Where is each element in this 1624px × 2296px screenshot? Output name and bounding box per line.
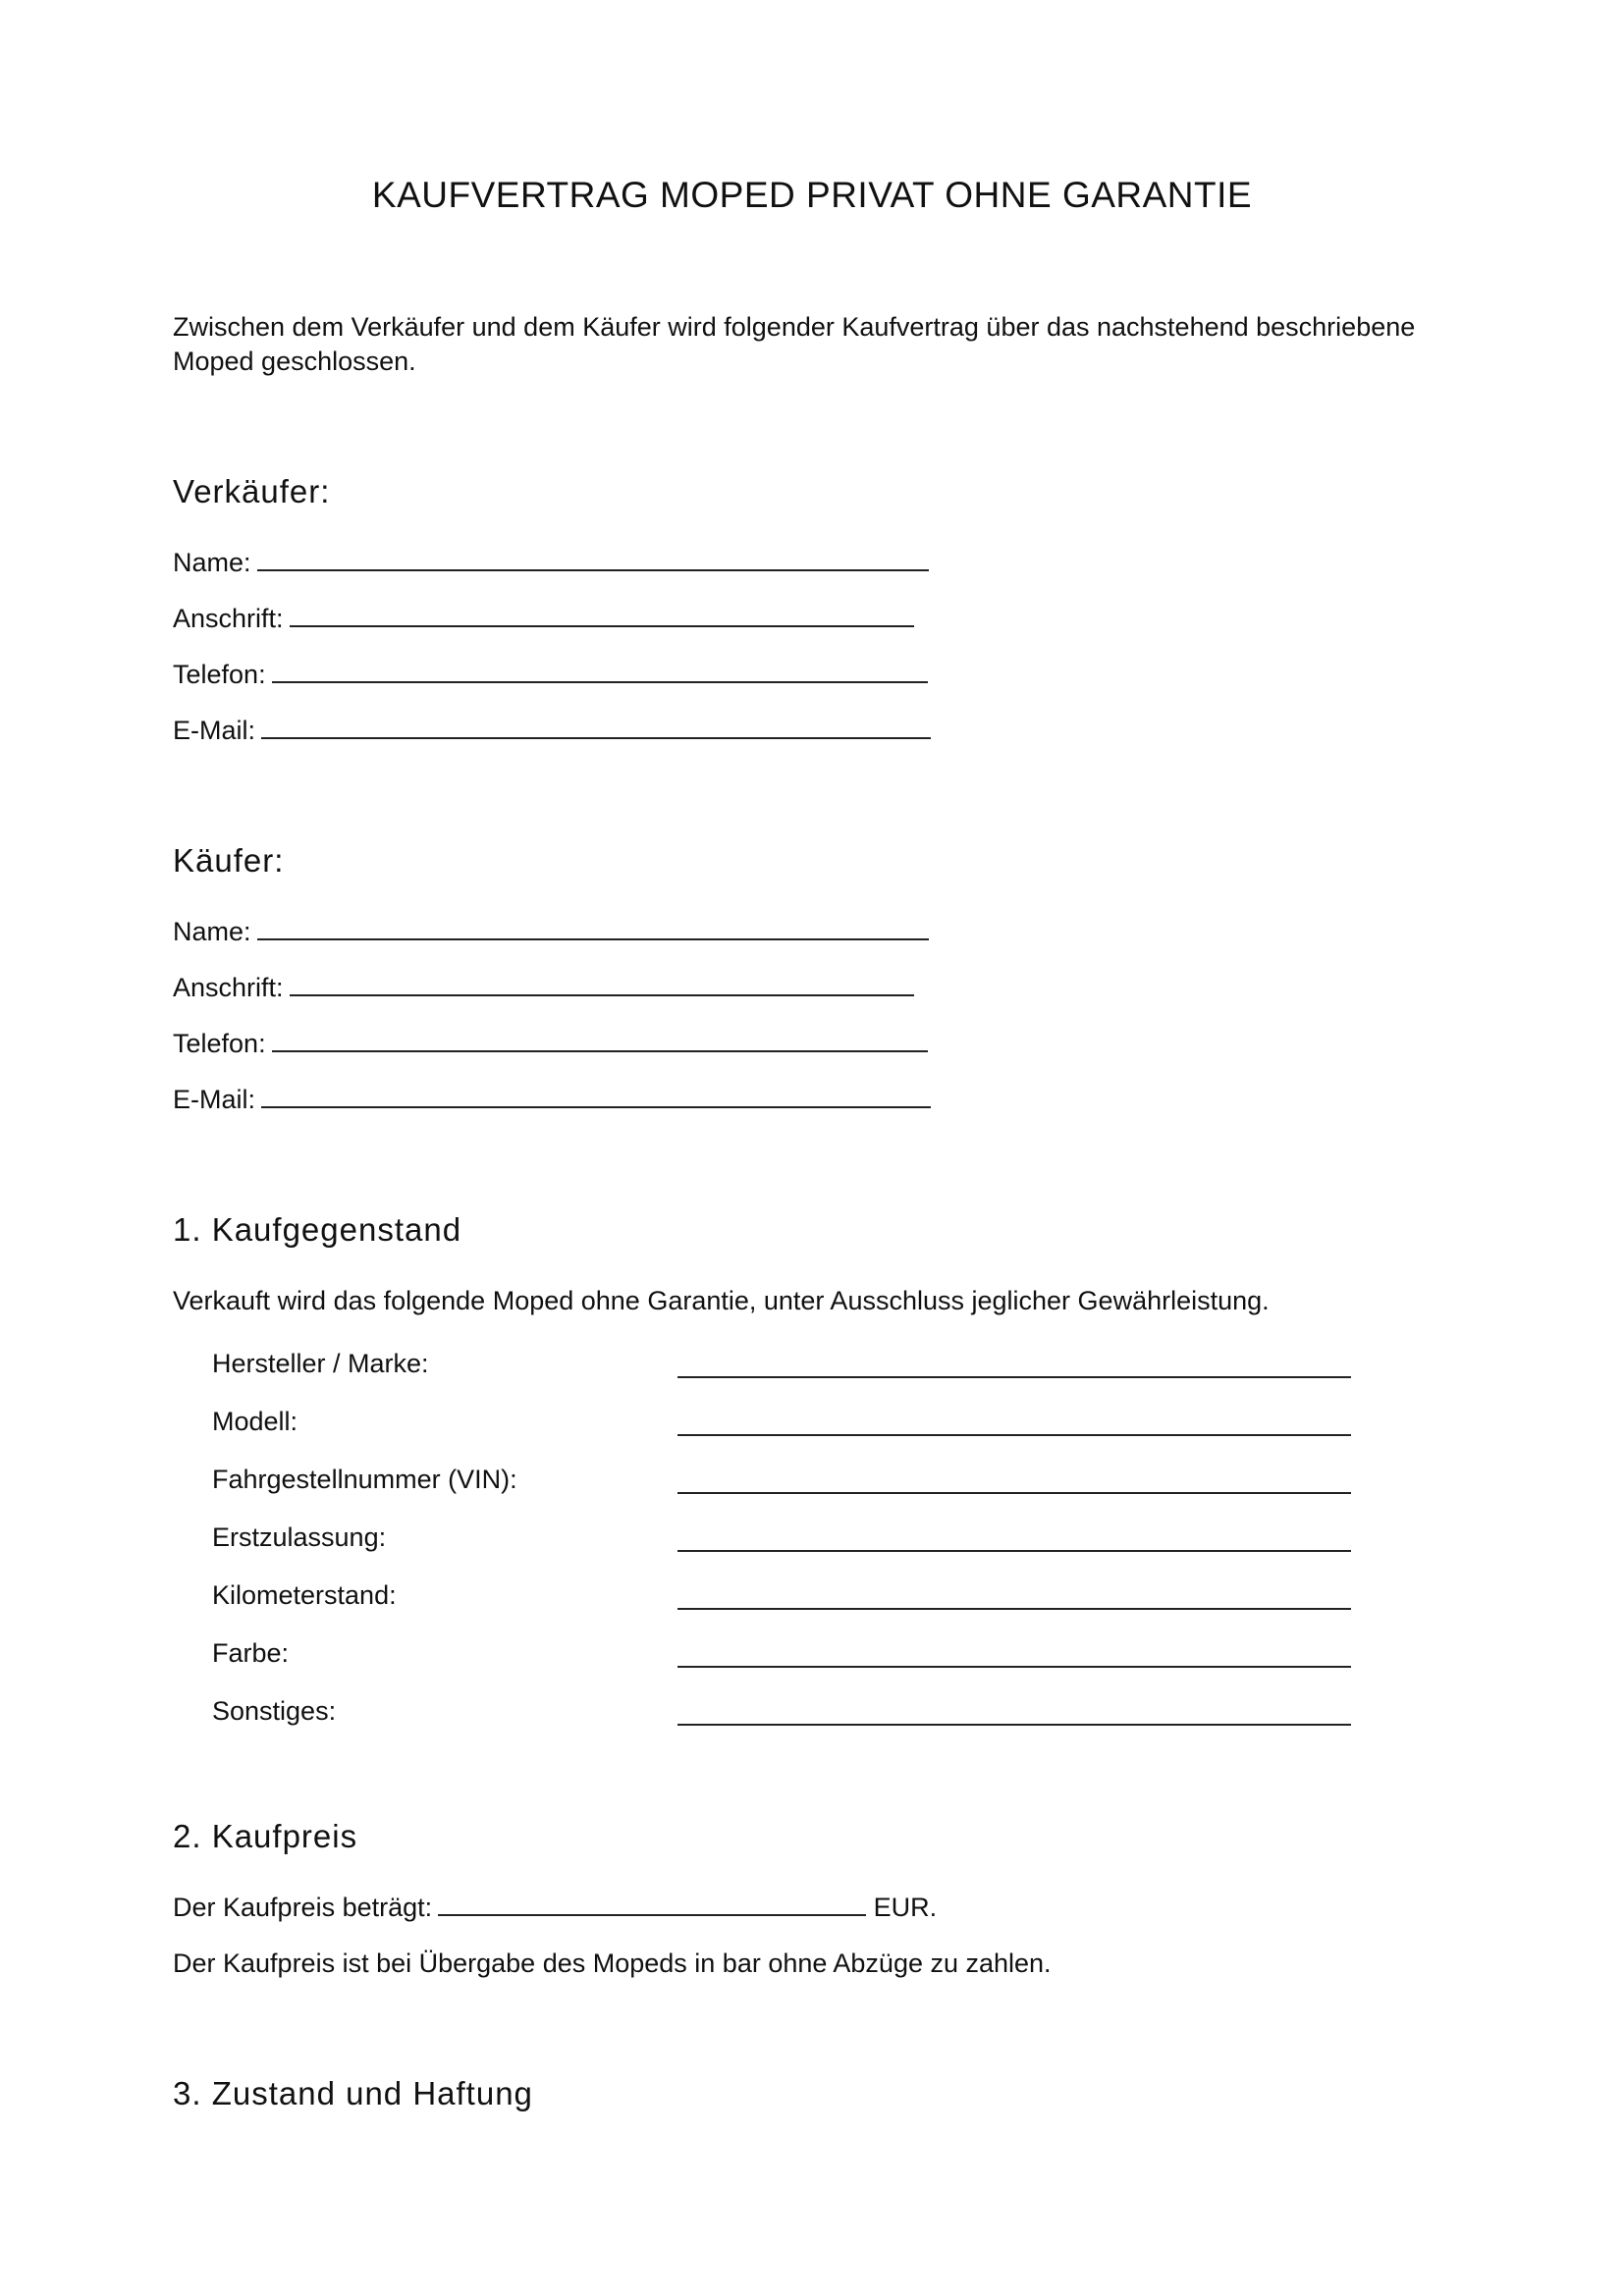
vin-field[interactable]: [677, 1492, 1351, 1494]
buyer-address-label: Anschrift:: [173, 973, 284, 1002]
buyer-address-row: [173, 971, 914, 1004]
vehicle-field-label: Sonstiges:: [212, 1696, 337, 1726]
vehicle-field-label: Hersteller / Marke:: [212, 1349, 429, 1378]
buyer-email-row: [173, 1083, 931, 1116]
buyer-name-label: Name:: [173, 917, 251, 946]
vehicle-field-label: Modell:: [212, 1407, 298, 1436]
section2-text: Der Kaufpreis ist bei Übergabe des Mopeds in bar ohne Abzüge zu zahlen.: [173, 1949, 1052, 1978]
price-row: [173, 1891, 937, 1924]
section1-text: Verkauft wird das folgende Moped ohne Garantie, unter Ausschluss jeglicher Gewährleistung.: [173, 1286, 1270, 1315]
vehicle-field-label: Farbe:: [212, 1638, 290, 1668]
seller-email-field[interactable]: [261, 716, 931, 739]
seller-phone-row: [173, 658, 928, 691]
seller-name-field[interactable]: [257, 548, 929, 571]
intro-paragraph: Zwischen dem Verkäufer und dem Käufer wird folgender Kaufvertrag über das nachstehend beschriebene Moped geschlossen.: [173, 312, 1416, 376]
seller-phone-label: Telefon:: [173, 660, 266, 689]
document-title: KAUFVERTRAG MOPED PRIVAT OHNE GARANTIE: [371, 175, 1253, 215]
first-registration-field[interactable]: [677, 1550, 1351, 1552]
section3-heading: 3. Zustand und Haftung: [173, 2075, 533, 2111]
vehicle-field-label: Fahrgestellnummer (VIN):: [212, 1465, 517, 1494]
misc-field[interactable]: [677, 1724, 1351, 1726]
seller-address-row: [173, 602, 914, 635]
seller-email-row: [173, 714, 931, 747]
buyer-phone-field[interactable]: [272, 1029, 928, 1052]
seller-address-label: Anschrift:: [173, 604, 284, 633]
buyer-phone-label: Telefon:: [173, 1029, 266, 1058]
section2-heading: 2. Kaufpreis: [173, 1818, 358, 1854]
price-unit: EUR.: [873, 1893, 938, 1922]
mileage-field[interactable]: [677, 1608, 1351, 1610]
buyer-phone-row: [173, 1027, 928, 1060]
seller-phone-field[interactable]: [272, 660, 928, 683]
buyer-name-row: [173, 915, 929, 948]
manufacturer-field[interactable]: [677, 1376, 1351, 1378]
color-field[interactable]: [677, 1666, 1351, 1668]
seller-heading: Verkäufer:: [173, 473, 331, 509]
seller-address-field[interactable]: [290, 604, 914, 627]
seller-name-label: Name:: [173, 548, 251, 577]
buyer-address-field[interactable]: [290, 973, 914, 996]
price-label: Der Kaufpreis beträgt:: [173, 1893, 433, 1922]
buyer-heading: Käufer:: [173, 842, 285, 879]
buyer-email-field[interactable]: [261, 1085, 931, 1108]
model-field[interactable]: [677, 1434, 1351, 1436]
vehicle-field-label: Kilometerstand:: [212, 1580, 397, 1610]
seller-name-row: [173, 546, 929, 579]
price-field[interactable]: [438, 1893, 866, 1916]
buyer-email-label: E-Mail:: [173, 1085, 256, 1114]
buyer-name-field[interactable]: [257, 917, 929, 940]
seller-email-label: E-Mail:: [173, 716, 256, 745]
vehicle-field-label: Erstzulassung:: [212, 1522, 387, 1552]
section1-heading: 1. Kaufgegenstand: [173, 1211, 462, 1248]
